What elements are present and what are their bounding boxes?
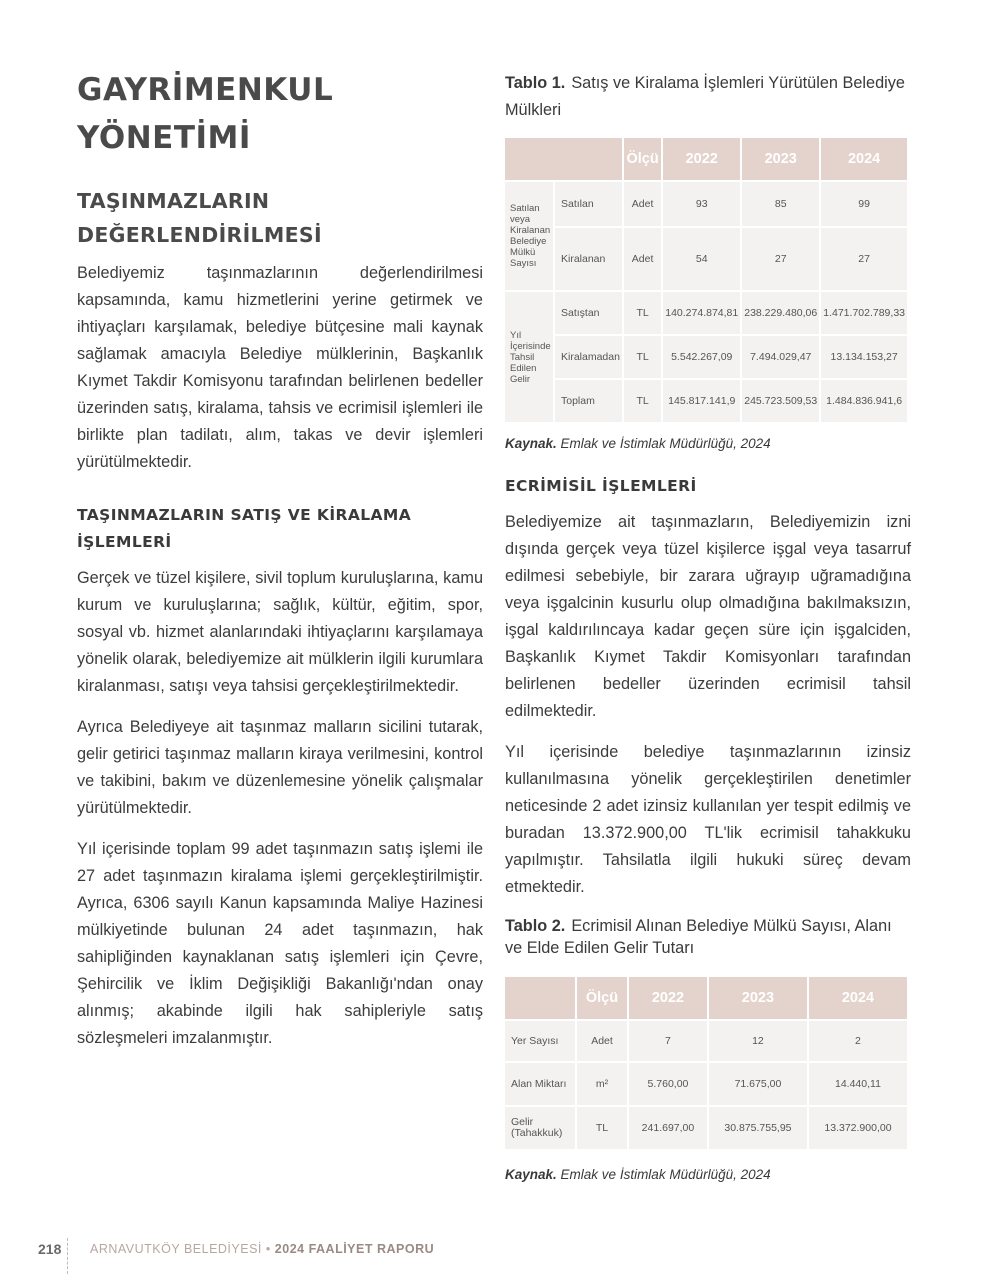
table-row xyxy=(505,292,907,334)
table2-cell: 71.675,00 xyxy=(709,1063,807,1105)
table2-header-2024: 2024 xyxy=(809,977,907,1019)
table-row xyxy=(505,182,907,226)
table1-cell: 54 xyxy=(663,228,740,290)
table2-cell-unit: Adet xyxy=(577,1021,627,1061)
table2-cell: 5.760,00 xyxy=(629,1063,707,1105)
table1-header-2024: 2024 xyxy=(821,138,907,180)
sales-paragraph-1: Gerçek ve tüzel kişilere, sivil toplum kuruluşlarına, kamu kurum ve kuruluşlarına; sağlık, kültür, eğitim, spor, sosyal vb. hizmet alanlarındaki ihtiyaçlarını karşılamaya yönelik olarak, belediyemize ait mülklerin ilgili kurumlara kiralanması, satışı veya tahsisi gerçekleştirilmektedir. xyxy=(77,569,483,695)
table2-header-unit: Ölçü xyxy=(577,977,627,1019)
right-column xyxy=(505,70,911,1182)
table1-cell: 13.134.153,27 xyxy=(821,336,907,378)
table1-cell-unit: TL xyxy=(624,292,661,334)
sales-paragraph-2: Ayrıca Belediyeye ait taşınmaz malların sicilini tutarak, gelir getirici taşınmaz malların kiraya verilmesini, kontrol ve takibini, bakım ve düzenlemesine yönelik çalışmalar yürütülmektedir. xyxy=(77,718,483,817)
subtitle-line2: DEĞERLENDİRİLMESİ xyxy=(77,223,322,247)
subtitle-line1: TAŞINMAZLARIN xyxy=(77,189,270,213)
table2-cell: 14.440,11 xyxy=(809,1063,907,1105)
table2-header-blank xyxy=(505,977,575,1019)
footer-label xyxy=(90,1242,434,1256)
table1-cell: 245.723.509,53 xyxy=(742,380,819,422)
table1 xyxy=(503,136,909,424)
table1-cell-unit: Adet xyxy=(624,228,661,290)
table1-cell: 238.229.480,06 xyxy=(742,292,819,334)
table-row xyxy=(505,1021,907,1061)
table2-source xyxy=(505,1167,911,1182)
sales-paragraph-3: Yıl içerisinde toplam 99 adet taşınmazın satış işlemi ile 27 adet taşınmazın kiralama işlemi gerçekleştirilmiştir. Ayrıca, 6306 sayılı Kanun kapsamında Maliye Hazinesi mülkiyetinde bulunan 24 adet taşınmazın, hak sahipliğinden kaynaklanan satış işlemleri için Çevre, Şehircilik ve İklim Değişikliği Bakanlığı'ndan onay alınmış; akabinde ilgili hak sahipleriyle satış sözleşmeleri imzalanmıştır. xyxy=(77,840,483,1047)
ecrimisil-paragraph-1: Belediyemize ait taşınmazların, Belediyemizin izni dışında gerçek veya tüzel kişilerce işgal veya tasarruf edilmesi sebebiyle, bir zarara uğrayıp uğramadığına veya işgalcinin kusurlu olup olmadığına bakılmaksızın, işgal kaldırılıncaya kadar geçen süre için işgalciden, Başkanlık Kıymet Takdir Komisyonları tarafından belirlenen bedeller üzerinden ecrimisil tahsil edilmektedir. xyxy=(505,513,911,720)
table1-group-count: Satılan veya Kiralanan Belediye Mülkü Sayısı xyxy=(505,182,553,290)
table2-row-label: Gelir (Tahakkuk) xyxy=(505,1107,575,1149)
table2-source-label: Kaynak. xyxy=(505,1167,557,1182)
table1-cell: 27 xyxy=(821,228,907,290)
table1-group-income: Yıl İçerisinde Tahsil Edilen Gelir xyxy=(505,292,553,422)
footer-report-name: 2024 FAALİYET RAPORU xyxy=(274,1242,435,1256)
table-row xyxy=(505,1063,907,1105)
table1-header-row xyxy=(505,138,907,180)
table1-row-label: Kiralanan xyxy=(555,228,622,290)
table1-row-label: Satıştan xyxy=(555,292,622,334)
table2-cell: 30.875.755,95 xyxy=(709,1107,807,1149)
table1-source-text: Emlak ve İstimlak Müdürlüğü, 2024 xyxy=(560,436,771,451)
page-number: 218 xyxy=(38,1241,62,1257)
table1-cell: 7.494.029,47 xyxy=(742,336,819,378)
section-title-sales: TAŞINMAZLARIN SATIŞ VE KİRALAMA İŞLEMLERİ xyxy=(77,506,412,551)
table1-cell: 27 xyxy=(742,228,819,290)
section-title-ecrimisil: ECRİMİSİL İŞLEMLERİ xyxy=(505,477,697,495)
table1-cell-unit: TL xyxy=(624,380,661,422)
table2 xyxy=(503,975,909,1151)
table1-caption-label: Tablo 1. xyxy=(505,74,566,92)
page-title-line1: GAYRİMENKUL xyxy=(77,72,334,108)
table2-header-2022: 2022 xyxy=(629,977,707,1019)
table-row xyxy=(505,228,907,290)
table2-cell: 12 xyxy=(709,1021,807,1061)
table-row xyxy=(505,1107,907,1149)
table1-cell: 1.484.836.941,6 xyxy=(821,380,907,422)
table2-source-text: Emlak ve İstimlak Müdürlüğü, 2024 xyxy=(560,1167,771,1182)
table1-cell-unit: Adet xyxy=(624,182,661,226)
table1-cell-unit: TL xyxy=(624,336,661,378)
footer-org-name: ARNAVUTKÖY BELEDİYESİ xyxy=(90,1242,262,1256)
intro-paragraph: Belediyemiz taşınmazlarının değerlendirilmesi kapsamında, kamu hizmetlerini yerine getirmek ve ihtiyaçları karşılamak, belediye bütçesine mali kaynak sağlamak amacıyla Belediye mülklerinin, Başkanlık Kıymet Takdir Komisyonu tarafından belirlenen bedeller üzerinden satış, kiralama, tahsis ve ecrimisil işlemleri ile birlikte plan tadilatı, alım, takas ve devir işlemleri yürütülmektedir. xyxy=(77,264,483,471)
table1-source-label: Kaynak. xyxy=(505,436,557,451)
table1-row-label: Kiralamadan xyxy=(555,336,622,378)
table2-header-row xyxy=(505,977,907,1019)
page-footer xyxy=(38,1238,538,1268)
table2-cell-unit: TL xyxy=(577,1107,627,1149)
table-row xyxy=(505,336,907,378)
footer-separator: • xyxy=(265,1242,271,1256)
table1-header-2022: 2022 xyxy=(663,138,740,180)
table2-row-label: Alan Miktarı xyxy=(505,1063,575,1105)
table1-header-2023: 2023 xyxy=(742,138,819,180)
table1-cell: 93 xyxy=(663,182,740,226)
table1-caption xyxy=(505,70,911,124)
table1-row-label: Satılan xyxy=(555,182,622,226)
table1-cell: 5.542.267,09 xyxy=(663,336,740,378)
table2-cell: 7 xyxy=(629,1021,707,1061)
ecrimisil-paragraph-2: Yıl içerisinde belediye taşınmazlarının izinsiz kullanılmasına yönelik gerçekleştirilen denetimler neticesinde 2 adet izinsiz kullanılan yer tespit edilmiş ve buradan 13.372.900,00 TL'lik ecrimisil tahakkuku yapılmıştır. Tahsilatla ilgili hukuki süreç devam etmektedir. xyxy=(505,743,911,896)
page-title xyxy=(77,66,483,162)
subtitle xyxy=(77,184,483,252)
table2-cell: 13.372.900,00 xyxy=(809,1107,907,1149)
page-title-line2: YÖNETİMİ xyxy=(77,120,251,156)
table2-cell: 2 xyxy=(809,1021,907,1061)
footer-divider xyxy=(67,1238,69,1274)
table2-caption-text: Ecrimisil Alınan Belediye Mülkü Sayısı, Alanı ve Elde Edilen Gelir Tutarı xyxy=(505,917,892,957)
table1-header-blank xyxy=(505,138,622,180)
table2-cell-unit: m² xyxy=(577,1063,627,1105)
table2-header-2023: 2023 xyxy=(709,977,807,1019)
table1-row-label: Toplam xyxy=(555,380,622,422)
table1-cell: 85 xyxy=(742,182,819,226)
table1-source xyxy=(505,436,911,451)
table2-row-label: Yer Sayısı xyxy=(505,1021,575,1061)
table2-caption xyxy=(505,915,911,959)
table1-header-unit: Ölçü xyxy=(624,138,661,180)
table2-caption-label: Tablo 2. xyxy=(505,917,566,935)
table-row xyxy=(505,380,907,422)
table2-cell: 241.697,00 xyxy=(629,1107,707,1149)
left-column xyxy=(77,66,483,1066)
table1-cell: 145.817.141,9 xyxy=(663,380,740,422)
table1-cell: 140.274.874,81 xyxy=(663,292,740,334)
table1-cell: 99 xyxy=(821,182,907,226)
table1-cell: 1.471.702.789,33 xyxy=(821,292,907,334)
table1-caption-text: Satış ve Kiralama İşlemleri Yürütülen Belediye Mülkleri xyxy=(505,74,905,119)
